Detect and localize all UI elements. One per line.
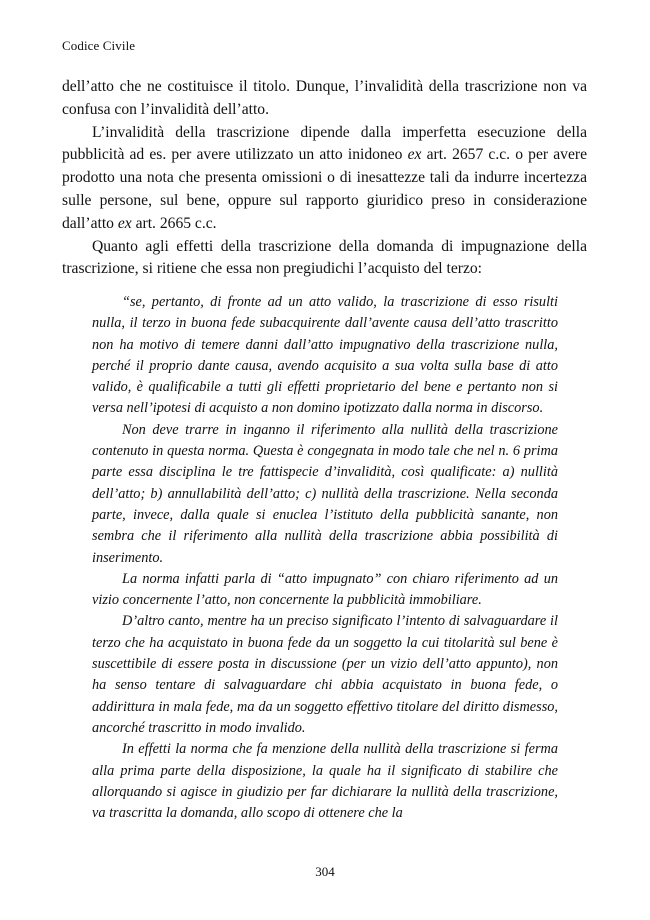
page-number: 304 [315,864,335,879]
paragraph-invalidity-part-3: art. 2665 c.c. [131,214,217,232]
paragraph-continuation: dell’atto che ne costituisce il titolo. Dunque, l’invalidità della trascrizione non va confusa con l’invalidità dell’atto. [62,78,587,118]
block-quote [92,292,558,824]
paragraph-effects: Quanto agli effetti della trascrizione della domanda di impugnazione della trascrizione, si ritiene che essa non pregiudichi l’acquisto del terzo: [62,237,587,278]
paragraph-invalidity-part-2: art. 2657 c.c. o per avere prodotto una nota che presenta omissioni o di inesattezze tali da indurre incertezza sulle persone, sul bene, oppure sul rapporto giuridico preso in considerazione dall’atto [62,146,587,232]
quote-paragraph-1: “se, pertanto, di fronte ad un atto valido, la trascrizione di esso risulti nulla, il terzo in buona fede subacquirente dall’avente causa dell’atto trascritto non ha motivo di temere danni dall’atto impugnativo della trascrizione nulla, perché il proprio dante causa, avendo acquisito a sua volta sulla base di atto valido, è qualificabile a tutti gli effetti proprietario del bene e pertanto non si versa nell’ipotesi di acquisto a non domino ipotizzato dalla norma in discorso. [92,294,558,417]
running-header: Codice Civile [62,38,136,53]
quote-paragraph-2: Non deve trarre in inganno il riferimento alla nullità della trascrizione contenuto in questa norma. Questa è congegnata in modo tale che nel n. 6 prima parte essa disciplina le tre fattispecie d’invalidità, così qualificate: a) nullità dell’atto; b) annullabilità dell’atto; c) nullità della trascrizione. Nella seconda parte, invece, dalla quale si enuclea l’istituto della pubblicità sanante, non sembra che il riferimento alla nullità della trascrizione abbia possibilità di inserimento. [92,421,558,566]
ex-italic-1: ex [407,146,422,164]
paragraph-invalidity-part-1: L’invalidità della trascrizione dipende dalla imperfetta esecuzione della pubblicità ad es. per avere utilizzato un atto inidoneo [62,123,587,164]
quote-paragraph-4: D’altro canto, mentre ha un preciso significato l’intento di salvaguardare il terzo che ha acquistato in buona fede da un soggetto la cui titolarità sul bene è suscettibile di essere posta in discussione (per un vizio dell’atto appunto), non ha senso tentare di salvaguardare chi abbia acquistato in buona fede, o addirittura in mala fede, ma da un soggetto effettivo titolare del diritto dismesso, ancorché trascritto in modo invalido. [92,613,558,736]
paragraph-invalidity [62,122,587,236]
quote-paragraph-5: In effetti la norma che fa menzione della nullità della trascrizione si ferma alla prima parte della disposizione, la quale ha il significato di stabilire che allorquando si agisce in giudizio per far dichiarare la nullità della trascrizione, va trascritta la domanda, allo scopo di ottenere che la [92,741,558,822]
body-text [62,76,587,281]
ex-italic-2: ex [117,214,132,232]
quote-paragraph-3: La norma infatti parla di “atto impugnato” con chiaro riferimento ad un vizio concernente l’atto, non concernente la pubblicità immobiliare. [92,570,558,609]
